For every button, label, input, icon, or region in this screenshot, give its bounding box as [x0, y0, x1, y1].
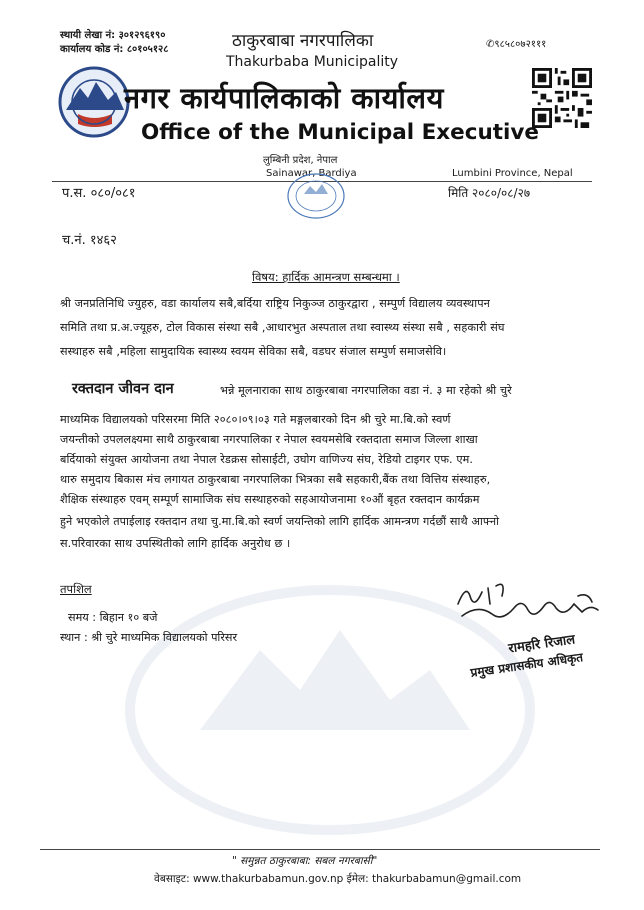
slogan: रक्तदान जीवन दान	[72, 381, 174, 397]
permanent-account-number: स्थायी लेखा नं: ३०१२९६१९०	[60, 30, 166, 41]
addressee-line: श्री जनप्रतिनिधि ज्युहरु, वडा कार्यालय सबै,बर्दिया राष्ट्रिय निकुञ्ज ठाकुरद्वारा , सम्पुर्ण विद्यालय व्यवस्थापन	[60, 297, 490, 310]
reference-number: प.स. ०८०/०८१	[62, 186, 136, 201]
paragraph-line: माध्यमिक विद्यालयको परिसरमा मिति २०८०।०९।०३ गते मङ्गलबारको दिन श्री चुरे मा.बि.को स्वर्ण	[60, 413, 451, 426]
dispatch-number: च.नं. १४६२	[62, 233, 117, 248]
footer-contact: वेबसाइट: www.thakurbabamun.gov.np ईमेल: thakurbabamun@gmail.com	[154, 873, 522, 885]
municipality-logo	[56, 64, 132, 140]
addressee-line: सस्थाहरु सबै ,महिला सामुदायिक स्वास्थ्य स्वयम सेविका सबै, वडघर संजाल सम्पुर्ण समाजसेवि।	[60, 345, 447, 358]
footer-motto: " समुन्नत ठाकुरबाबा: सबल नगरबासी"	[232, 855, 378, 867]
subject-line: विषय: हार्दिक आमन्त्रण सम्बन्धमा ।	[252, 270, 400, 284]
address-en: Lumbini Province, Nepal	[452, 168, 573, 179]
event-time: समय : बिहान १० बजे	[68, 611, 158, 624]
paragraph-line: बर्दियाको संयुक्त आयोजना तथा नेपाल रेडक्रस सोसाईटी, उघोग वाणिज्य संघ, रेडियो टाइगर एफ. एम.	[60, 453, 474, 466]
municipality-name-np: ठाकुरबाबा नगरपालिका	[232, 31, 374, 51]
municipality-name-en: Thakurbaba Municipality	[226, 54, 399, 70]
office-title-en: Office of the Municipal Executive	[141, 120, 540, 145]
office-code-number: कार्यालय कोड नं: ८०१०५१२८	[60, 44, 169, 55]
paragraph-line: भन्ने मूलनाराका साथ ठाकुरबाबा नगरपालिका वडा नं. ३ मा रहेको श्री चुरे	[220, 384, 512, 397]
footer-divider	[40, 849, 600, 850]
paragraph-line: स.परिवारका साथ उपस्थितीको लागि हार्दिक अनुरोध छ ।	[60, 537, 291, 550]
watermark-emblem	[120, 580, 540, 840]
letter-date: मिति २०८०/०८/२७	[448, 186, 531, 200]
details-heading: तपशिल	[60, 582, 92, 596]
qr-code	[532, 68, 592, 128]
office-title-np: नगर कार्यपालिकाको कार्यालय	[124, 81, 444, 115]
paragraph-line: शैक्षिक संस्थाहरु एवम् सम्पूर्ण सामाजिक संघ सस्थाहरुको सहआयोजनामा १०औं बृहत रक्तदान कार्यक्रम	[60, 493, 480, 506]
phone-number: ✆९८५८०७२१११	[486, 39, 547, 50]
signatory-title: प्रमुख प्रशासकीय अधिकृत	[469, 650, 584, 680]
addressee-line: समिति तथा प्र.अ.ज्यूहरु, टोल विकास संस्था सबै ,आधारभुत अस्पताल तथा स्वास्थ्य संस्था सबै , सहकारी संघ	[60, 321, 505, 334]
paragraph-line: हुने भएकोले तपाईलाइ रक्तदान तथा चु.मा.बि.को स्वर्ण जयन्तिको लागि हार्दिक आमन्त्रण गर्दछौं साथै आफ्नो	[60, 515, 500, 528]
paragraph-line: थारु समुदाय बिकास मंच लगायत ठाकुरबाबा नगरपालिका भित्रका सबै सहकारी,बैंक तथा वित्तिय संस्थाहरु,	[60, 473, 491, 486]
address-np: लुम्बिनी प्रदेश, नेपाल	[263, 155, 338, 166]
office-stamp	[268, 170, 364, 222]
address-location: Sainawar, Bardiya	[266, 168, 357, 179]
signatory-name: रामहरि रिजाल	[507, 632, 577, 657]
event-place: स्थान : श्री चुरे माध्यमिक विद्यालयको परिसर	[60, 631, 238, 644]
paragraph-line: जयन्तीको उपललक्ष्यमा साथै ठाकुरबाबा नगरपालिका र नेपाल स्वयमसेबि रक्तदाता समाज जिल्ला शाखा	[60, 433, 478, 446]
